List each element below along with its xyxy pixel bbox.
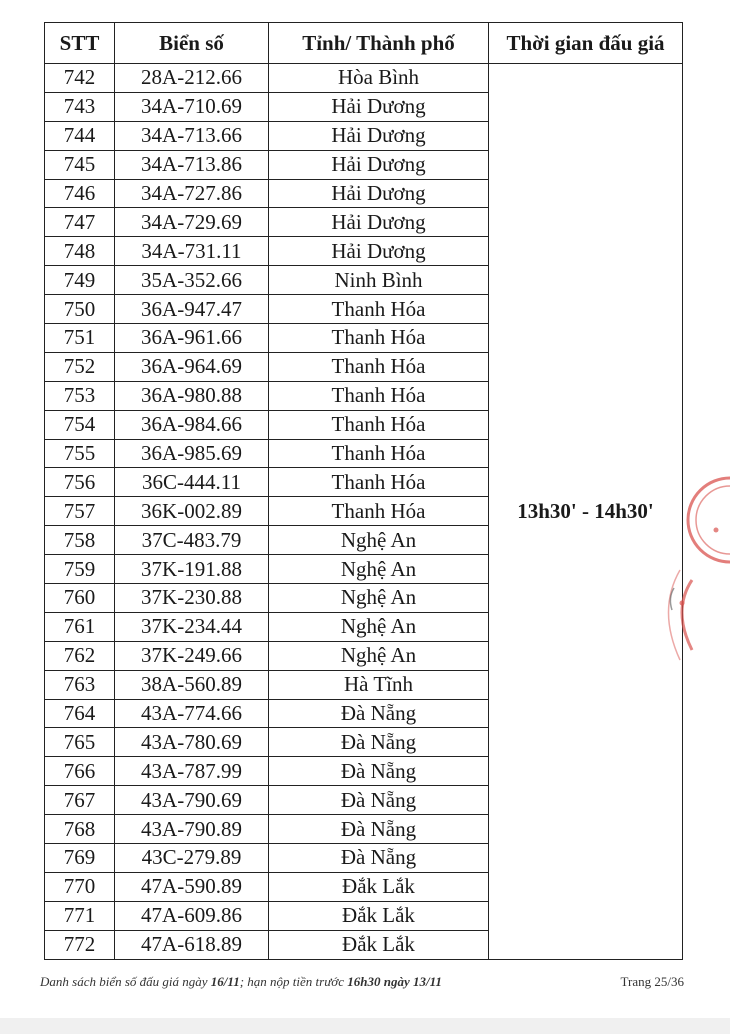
- footer-note-mid: ; hạn nộp tiền trước: [239, 974, 348, 989]
- province-cell: Đắk Lắk: [269, 930, 489, 959]
- province-cell: Đà Nẵng: [269, 815, 489, 844]
- auction-time-cell: 13h30' - 14h30': [489, 64, 683, 960]
- stt-cell: 771: [45, 901, 115, 930]
- plate-cell: 43C-279.89: [115, 844, 269, 873]
- plate-cell: 34A-713.86: [115, 150, 269, 179]
- plate-cell: 34A-713.66: [115, 121, 269, 150]
- stt-cell: 759: [45, 555, 115, 584]
- province-cell: Đắk Lắk: [269, 872, 489, 901]
- plate-cell: 36A-985.69: [115, 439, 269, 468]
- plate-cell: 43A-780.69: [115, 728, 269, 757]
- stt-cell: 763: [45, 670, 115, 699]
- province-cell: Hải Dương: [269, 179, 489, 208]
- province-cell: Nghệ An: [269, 612, 489, 641]
- province-cell: Thanh Hóa: [269, 468, 489, 497]
- plate-cell: 43A-790.69: [115, 786, 269, 815]
- stt-cell: 772: [45, 930, 115, 959]
- province-cell: Thanh Hóa: [269, 497, 489, 526]
- plate-cell: 34A-727.86: [115, 179, 269, 208]
- stt-cell: 765: [45, 728, 115, 757]
- plate-cell: 47A-609.86: [115, 901, 269, 930]
- province-cell: Thanh Hóa: [269, 352, 489, 381]
- plate-cell: 37K-249.66: [115, 641, 269, 670]
- header-province: Tỉnh/ Thành phố: [269, 23, 489, 64]
- plate-cell: 36A-964.69: [115, 352, 269, 381]
- stt-cell: 762: [45, 641, 115, 670]
- plate-cell: 35A-352.66: [115, 266, 269, 295]
- plate-cell: 38A-560.89: [115, 670, 269, 699]
- stt-cell: 751: [45, 324, 115, 353]
- province-cell: Hải Dương: [269, 208, 489, 237]
- plate-cell: 36A-984.66: [115, 410, 269, 439]
- stt-cell: 754: [45, 410, 115, 439]
- plate-cell: 43A-774.66: [115, 699, 269, 728]
- plate-cell: 43A-790.89: [115, 815, 269, 844]
- scan-edge: [0, 1018, 730, 1034]
- province-cell: Thanh Hóa: [269, 324, 489, 353]
- plate-cell: 34A-731.11: [115, 237, 269, 266]
- province-cell: Đà Nẵng: [269, 757, 489, 786]
- stt-cell: 744: [45, 121, 115, 150]
- footer-deadline: 16h30 ngày 13/11: [347, 974, 442, 989]
- province-cell: Nghệ An: [269, 526, 489, 555]
- plate-cell: 37K-230.88: [115, 584, 269, 613]
- footer-note: [40, 974, 442, 990]
- plate-cell: 36A-947.47: [115, 295, 269, 324]
- header-plate: Biển số: [115, 23, 269, 64]
- province-cell: Ninh Bình: [269, 266, 489, 295]
- province-cell: Thanh Hóa: [269, 295, 489, 324]
- province-cell: Đà Nẵng: [269, 844, 489, 873]
- plate-cell: 43A-787.99: [115, 757, 269, 786]
- stt-cell: 749: [45, 266, 115, 295]
- plate-cell: 36C-444.11: [115, 468, 269, 497]
- plate-cell: 37K-191.88: [115, 555, 269, 584]
- province-cell: Nghệ An: [269, 555, 489, 584]
- province-cell: Hà Tĩnh: [269, 670, 489, 699]
- stt-cell: 743: [45, 92, 115, 121]
- stt-cell: 757: [45, 497, 115, 526]
- plate-cell: 37C-483.79: [115, 526, 269, 555]
- stt-cell: 766: [45, 757, 115, 786]
- plate-cell: 37K-234.44: [115, 612, 269, 641]
- stt-cell: 770: [45, 872, 115, 901]
- table-header-row: [45, 23, 683, 64]
- province-cell: Nghệ An: [269, 584, 489, 613]
- stt-cell: 768: [45, 815, 115, 844]
- province-cell: Thanh Hóa: [269, 381, 489, 410]
- plate-cell: 47A-618.89: [115, 930, 269, 959]
- stt-cell: 753: [45, 381, 115, 410]
- stt-cell: 769: [45, 844, 115, 873]
- stt-cell: 764: [45, 699, 115, 728]
- province-cell: Đắk Lắk: [269, 901, 489, 930]
- stt-cell: 745: [45, 150, 115, 179]
- province-cell: Hải Dương: [269, 150, 489, 179]
- plates-table: [44, 22, 683, 960]
- province-cell: Hải Dương: [269, 92, 489, 121]
- header-stt: STT: [45, 23, 115, 64]
- stt-cell: 742: [45, 64, 115, 93]
- province-cell: Thanh Hóa: [269, 410, 489, 439]
- page-number: Trang 25/36: [620, 974, 684, 989]
- table-row: [45, 64, 683, 93]
- stt-cell: 752: [45, 352, 115, 381]
- province-cell: Nghệ An: [269, 641, 489, 670]
- province-cell: Hải Dương: [269, 237, 489, 266]
- province-cell: Thanh Hóa: [269, 439, 489, 468]
- footer-auction-date: 16/11: [210, 974, 240, 989]
- province-cell: Hải Dương: [269, 121, 489, 150]
- stt-cell: 750: [45, 295, 115, 324]
- stt-cell: 761: [45, 612, 115, 641]
- header-time: Thời gian đấu giá: [489, 23, 683, 64]
- plate-cell: 34A-729.69: [115, 208, 269, 237]
- plate-cell: 28A-212.66: [115, 64, 269, 93]
- stt-cell: 756: [45, 468, 115, 497]
- province-cell: Hòa Bình: [269, 64, 489, 93]
- province-cell: Đà Nẵng: [269, 786, 489, 815]
- plate-cell: 47A-590.89: [115, 872, 269, 901]
- plate-cell: 36A-961.66: [115, 324, 269, 353]
- stt-cell: 746: [45, 179, 115, 208]
- stt-cell: 758: [45, 526, 115, 555]
- province-cell: Đà Nẵng: [269, 728, 489, 757]
- stt-cell: 767: [45, 786, 115, 815]
- stt-cell: 747: [45, 208, 115, 237]
- plate-cell: 36K-002.89: [115, 497, 269, 526]
- stt-cell: 755: [45, 439, 115, 468]
- province-cell: Đà Nẵng: [269, 699, 489, 728]
- stt-cell: 748: [45, 237, 115, 266]
- plate-cell: 34A-710.69: [115, 92, 269, 121]
- footer-note-prefix: Danh sách biển số đấu giá ngày: [40, 974, 211, 989]
- stt-cell: 760: [45, 584, 115, 613]
- plate-cell: 36A-980.88: [115, 381, 269, 410]
- plates-table-body: [45, 64, 683, 960]
